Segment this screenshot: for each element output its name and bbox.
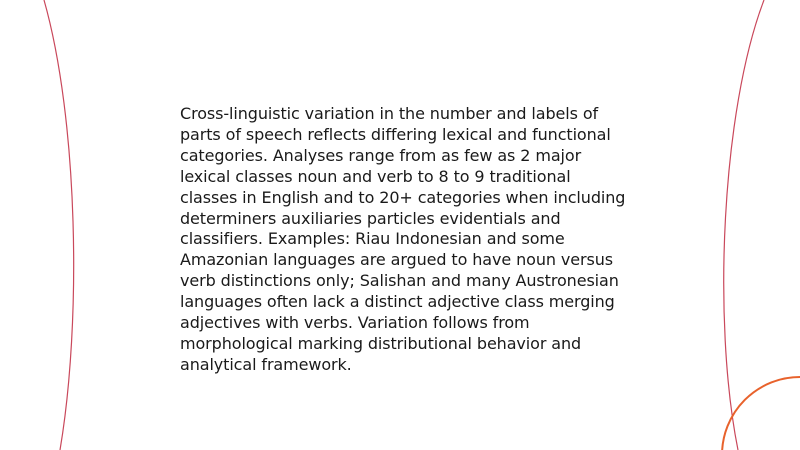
left-arc (44, 0, 74, 450)
accent-circle (722, 377, 800, 450)
body-paragraph: Cross-linguistic variation in the number and labels of parts of speech reflects differing lexical and functional categories. Analyses range from as few as 2 major lexical classes noun and verb to 8 to 9 traditional classes in English and to 20+ categories when including determiners auxiliaries particles evidentials and classifiers. Examples: Riau Indonesian and some Amazonian languages are argued to have noun versus verb distinctions only; Salishan and many Austronesian languages often lack a distinct adjective class merging adjectives with verbs. Variation follows from morphological marking distributional behavior and analytical framework. (180, 104, 626, 374)
right-arc (724, 0, 764, 450)
